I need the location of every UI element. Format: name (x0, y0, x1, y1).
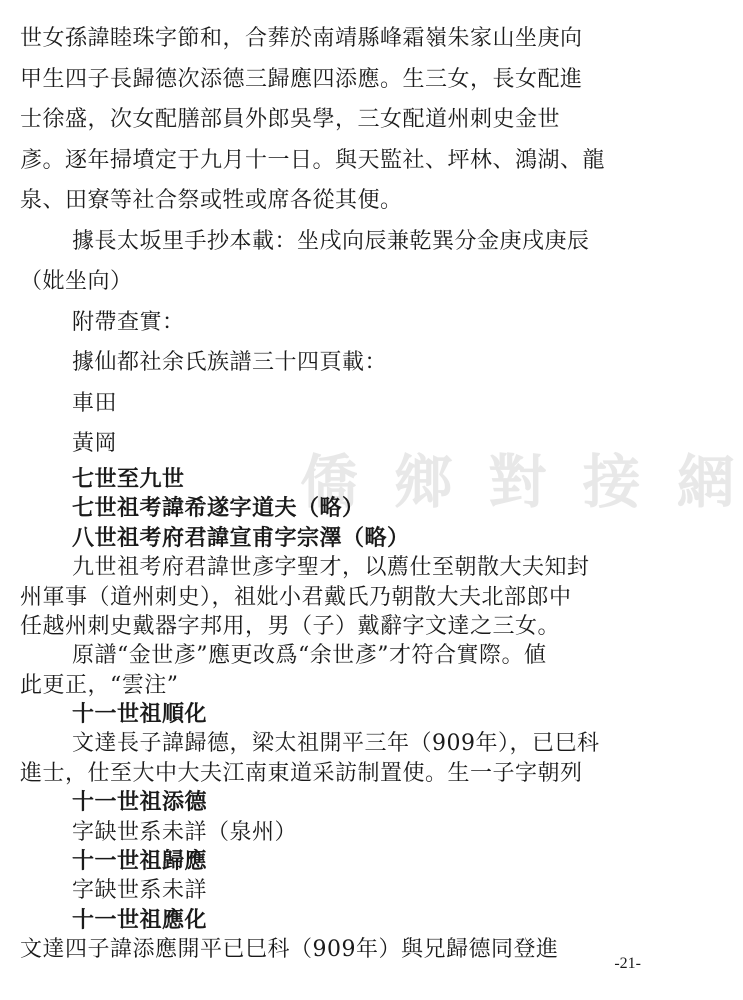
text-line: 黃岡 (72, 431, 118, 456)
text-line: 世女孫諱睦珠字節和，合葬於南靖縣峰霜嶺朱家山坐庚向 (20, 26, 583, 51)
text-line: 任越州刺史戴器字邦用，男（子）戴辭字文達之三女。 (20, 614, 561, 639)
text-line: （妣坐向） (20, 269, 133, 294)
section-heading: 七世祖考諱希遂字道夫（略） (72, 496, 365, 521)
watermark: 僑 鄉 對 接 網 (300, 448, 743, 516)
text-line: 彥。逐年掃墳定于九月十一日。與天監社、坪林、鴻湖、龍 (20, 148, 606, 173)
section-heading: 八世祖考府君諱宣甫字宗澤（略） (72, 526, 410, 551)
text-line: 據長太坂里手抄本載：坐戌向辰兼乾巽分金庚戌庚辰 (72, 229, 590, 254)
text-line: 文達長子諱歸德，梁太祖開平三年（909年），已巳科 (72, 731, 600, 756)
text-line: 州軍事（道州刺史），祖妣小君戴氏乃朝散大夫北部郎中 (20, 585, 572, 610)
text-line: 附帶查實： (72, 310, 185, 335)
text-line: 此更正，“雲注” (20, 673, 179, 698)
page-number: -21- (614, 955, 641, 972)
text-line: 字缺世系未詳（泉州） (72, 820, 298, 845)
text-line: 原譜“金世彥”應更改爲“余世彥”才符合實際。値 (72, 643, 547, 668)
text-line: 九世祖考府君諱世彥字聖才，以薦仕至朝散大夫知封 (72, 555, 590, 580)
text-line: 據仙都社余氏族譜三十四頁載： (72, 350, 388, 375)
section-heading: 十一世祖添德 (72, 790, 208, 815)
text-line: 士徐盛，次女配膳部員外郎吳學，三女配道州刺史金世 (20, 107, 561, 132)
text-line: 文達四子諱添應開平已巳科（909年）與兄歸德同登進 (20, 937, 559, 962)
text-line: 字缺世系未詳 (72, 878, 208, 903)
section-heading: 十一世祖應化 (72, 908, 208, 933)
section-heading: 十一世祖歸應 (72, 849, 208, 874)
section-heading: 七世至九世 (72, 467, 185, 492)
section-heading: 十一世祖順化 (72, 702, 208, 727)
text-line: 甲生四子長歸德次添德三歸應四添應。生三女，長女配進 (20, 67, 583, 92)
text-line: 進士，仕至大中大夫江南東道采訪制置使。生一子字朝列 (20, 761, 583, 786)
text-line: 車田 (72, 391, 118, 416)
text-line: 泉、田寮等社合祭或牲或席各從其便。 (20, 188, 403, 213)
